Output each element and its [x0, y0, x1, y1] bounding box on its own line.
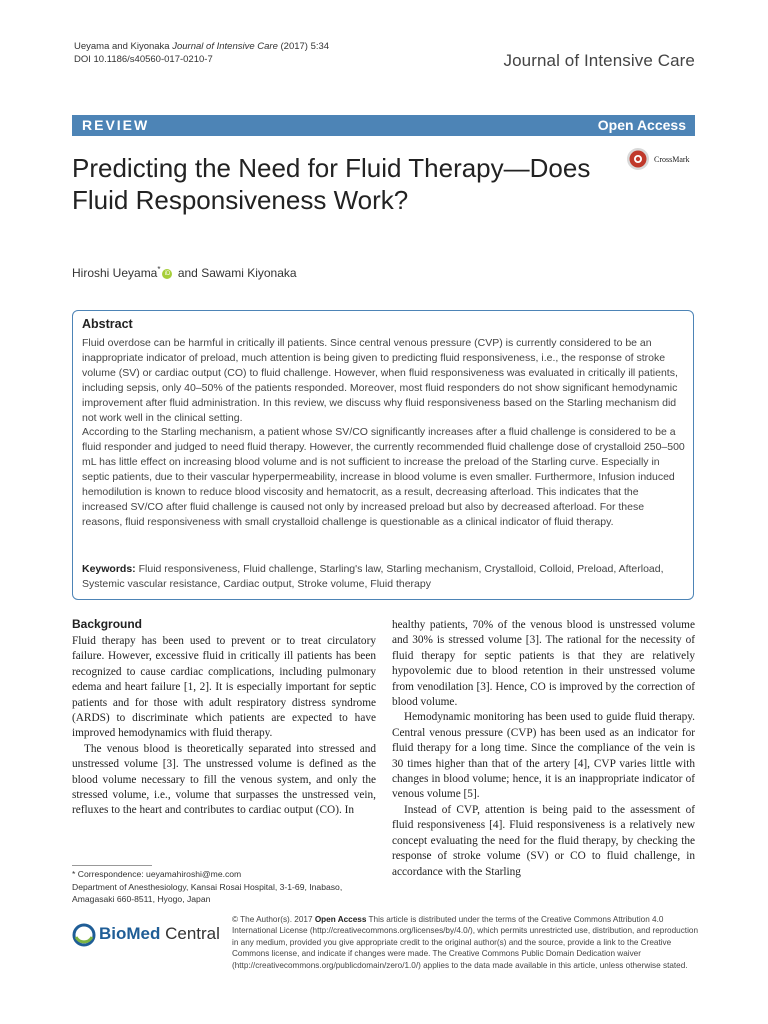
- biomed-central-icon: [72, 923, 96, 947]
- keywords: [82, 562, 687, 592]
- correspondence: * Correspondence: ueyamahiroshi@me.com: [72, 869, 242, 879]
- open-access-label: Open Access: [597, 117, 686, 133]
- doi[interactable]: DOI 10.1186/s40560-017-0210-7: [74, 54, 213, 65]
- article-title: Predicting the Need for Fluid Therapy—Does Fluid Responsiveness Work?: [72, 153, 591, 215]
- keywords-list: Fluid responsiveness, Fluid challenge, Starling's law, Starling mechanism, Crystalloid, Colloid, Preload, Afterload, Systemic vascular resistance, Cardiac output, Stroke volume, Fluid therapy: [82, 563, 664, 590]
- body-paragraph: Fluid therapy has been used to prevent or to treat circulatory failure. However, excessive fluid in critically ill patients has been recognized to cause cardiac complications, including pulmonary edema and heart failure [1, 2]. It is especially important for septic patients and for those with adult respiratory distress syndrome (ARDS) to discriminate which patients are expected to have improved hemodynamics with fluid therapy.: [72, 635, 376, 740]
- citation-journal: Journal of Intensive Care: [172, 41, 278, 52]
- section-heading: Background: [72, 617, 143, 631]
- journal-name: Journal of Intensive Care: [503, 51, 695, 70]
- abstract-paragraph: Fluid overdose can be harmful in critically ill patients. Since central venous pressure (CVP) is currently considered to be an inappropriate indicator of preload, much attention is being given to predicting fluid responsiveness, i.e., the response of stroke volume (SV) or cardiac output (CO) to fluid challenge. However, when fluid responsiveness was evaluated in critically ill patients, including sepsis, only 40–50% of the patients responded. Moreover, most fluid responders do not show significant hemodynamic improvement after fluid administration. In this review, we discuss why fluid responsiveness based on the Starling mechanism did not work well in the clinical setting.: [82, 337, 678, 424]
- license-statement: [232, 914, 702, 971]
- abstract-text: [82, 336, 687, 530]
- corresponding-author-mark: *: [157, 265, 161, 274]
- copyright-text: © The Author(s). 2017: [232, 915, 315, 924]
- open-access-text: Open Access: [314, 915, 367, 924]
- citation-header: [74, 40, 329, 66]
- abstract-paragraph: According to the Starling mechanism, a patient whose SV/CO significantly increases after a fluid challenge is considered to be a fluid responder and judged to need fluid therapy. However, the currently recommended fluid challenge dose of crystalloid 250–500 mL has little effect on increasing blood volume and is not sufficient to increase the preload of the Starling curve. Especially in septic patients, due to their vascular hyperpermeability, increase in blood volume is even smaller. Furthermore, Infusion induced hemodilution is known to reduce blood viscosity and hematocrit, as a result, decreasing afterload. This indicates that the increased SV/CO after fluid challenge is caused not only by increased preload but also by decreased afterload. For these reasons, fluid responsiveness with small crystalloid challenge is questionable as a clinical indicator of fluid therapy.: [82, 426, 685, 528]
- keywords-label: Keywords:: [82, 563, 136, 575]
- body-paragraph: healthy patients, 70% of the venous blood is unstressed volume and 30% is stressed volume [3]. The rational for the necessity of fluid therapy for septic patients is that they are relatively hypovolemic due to blood retention in their unstressed volume from venodilation [3]. Hence, CO is improved by the correction of blood volume.: [392, 619, 695, 709]
- footnote: [72, 868, 376, 906]
- citation-year-volume: (2017) 5:34: [280, 41, 330, 52]
- author-list: [72, 265, 297, 280]
- affiliation: Department of Anesthesiology, Kansai Rosai Hospital, 3-1-69, Inabaso, Amagasaki 660-8511, Hyogo, Japan: [72, 881, 343, 904]
- logo-text-bold: BioMed: [99, 924, 161, 943]
- crossmark-icon: [626, 147, 650, 171]
- author-name[interactable]: Hiroshi Ueyama: [72, 266, 158, 280]
- body-column-left: [72, 634, 376, 819]
- crossmark-label: CrossMark: [654, 155, 690, 164]
- body-paragraph: Instead of CVP, attention is being paid to the assessment of fluid responsiveness [4]. Fluid responsiveness is a relatively new concept evaluating the need for the fluid therapy, by checking the response of stroke volume (SV) or CO to fluid challenge, in accordance with the Starling: [392, 803, 695, 878]
- body-paragraph: The venous blood is theoretically separated into stressed and unstressed volume [3]. The unstressed volume is defined as the blood volume necessary to fill the venous system, and only the stressed volume, i.e., volume that surpasses the unstressed vein, refluxes to the heart and contributes to cardiac output (CO). In: [72, 742, 376, 817]
- author-name[interactable]: Sawami Kiyonaka: [201, 266, 297, 280]
- orcid-icon[interactable]: iD: [162, 269, 172, 279]
- citation-authors: Ueyama and Kiyonaka: [74, 41, 170, 52]
- logo-text: Central: [160, 924, 220, 943]
- crossmark-badge[interactable]: [626, 147, 706, 171]
- biomed-central-logo[interactable]: [72, 922, 222, 948]
- author-separator: and: [174, 266, 202, 280]
- license-text: This article is distributed under the terms of the Creative Commons Attribution 4.0 International License (http://creativecommons.org/licenses/by/4.0/), which permits unrestricted use, distribution, and reproduction in any medium, provided you give appropriate credit to the original author(s) and the source, provide a link to the Creative Commons license, and indicate if changes were made. The Creative Commons Public Domain Dedication waiver (http://creativecommons.org/publicdomain/zero/1.0/) applies to the data made available in this article, unless otherwise stated.: [232, 915, 699, 970]
- body-paragraph: Hemodynamic monitoring has been used to guide fluid therapy. Central venous pressure (CVP) has been used as an indicator for fluid therapy for a long time. Since the compliance of the vein is 30 times higher than that of the artery [4], CVP varies little with changes in blood volume; hence, it is an inappropriate indicator of venous volume [5].: [392, 711, 695, 801]
- abstract-heading: Abstract: [82, 317, 133, 331]
- footnote-divider: [72, 865, 152, 866]
- body-column-right: [392, 618, 695, 880]
- article-type-label: REVIEW: [82, 117, 150, 133]
